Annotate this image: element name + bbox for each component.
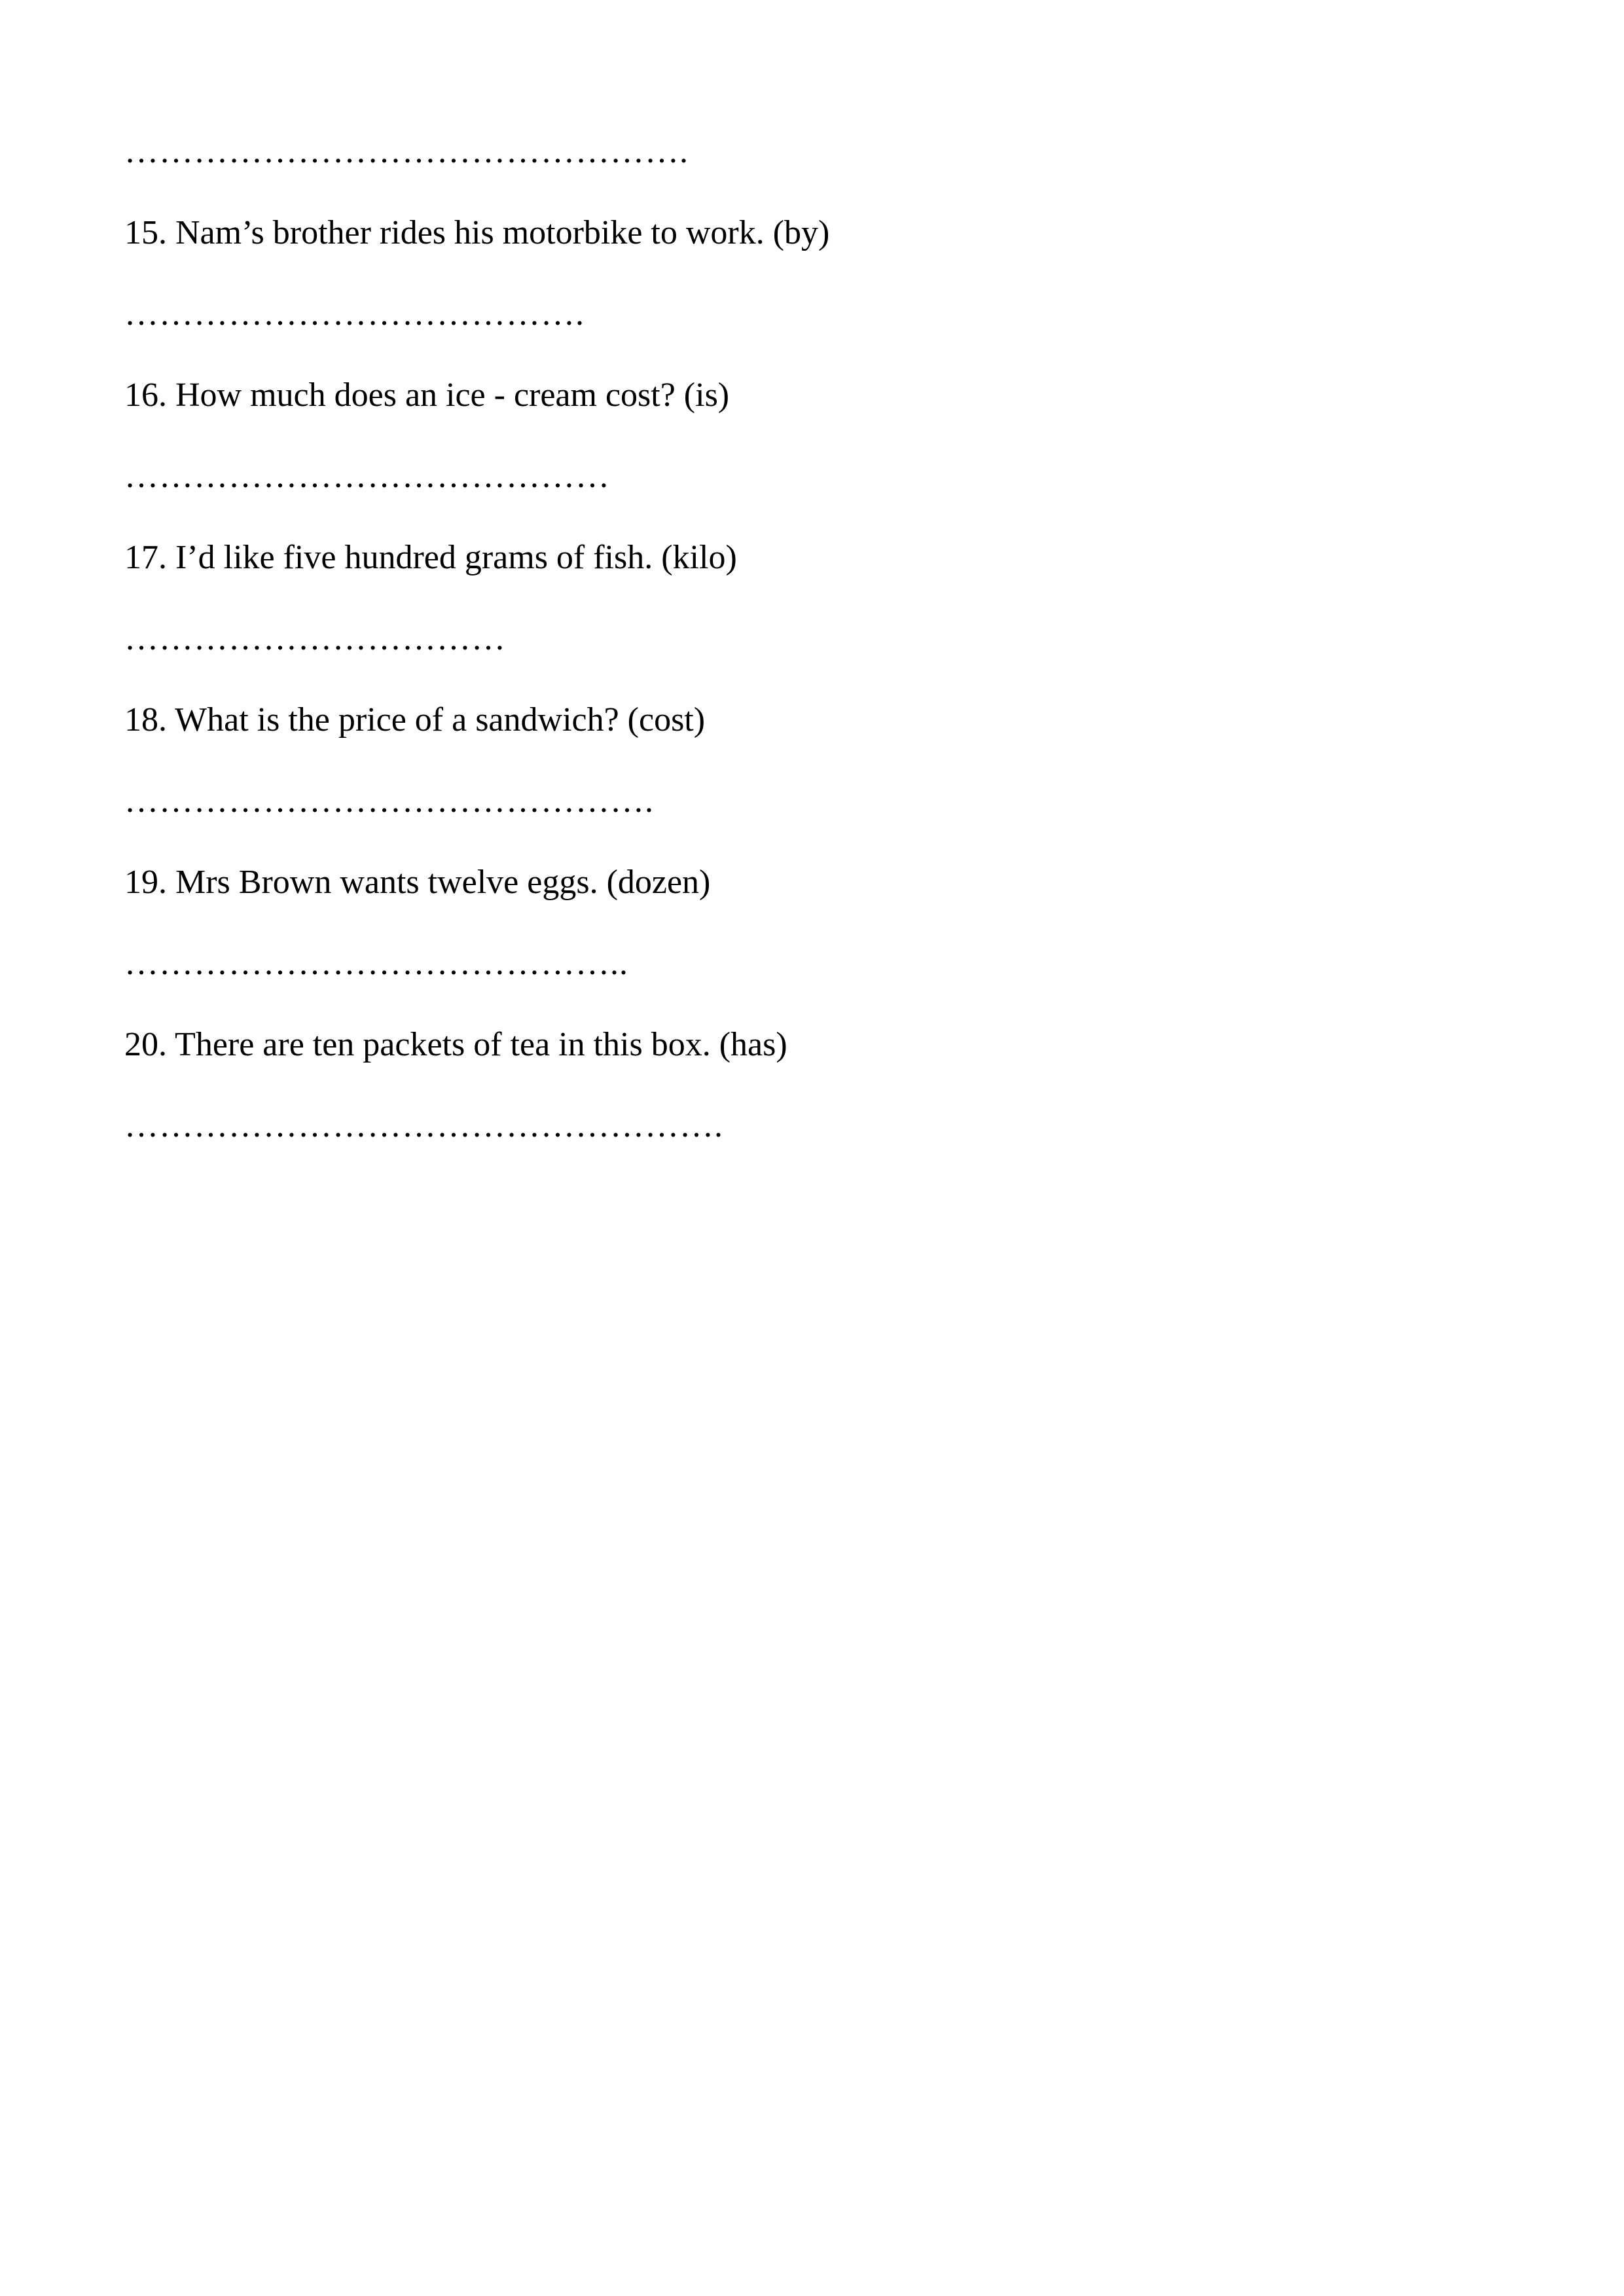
question-20: 20. There are ten packets of tea in this box. (has) <box>124 1026 787 1063</box>
answer-blank-19: …………………………………….. <box>124 945 628 982</box>
question-18: 18. What is the price of a sandwich? (cost) <box>124 701 706 738</box>
question-17: 17. I’d like five hundred grams of fish. (kilo) <box>124 539 737 576</box>
answer-blank-18: ………………………………………. <box>124 782 654 820</box>
answer-blank-16: …………………………………… <box>124 458 610 495</box>
answer-blank-15: …………………………………. <box>124 295 585 333</box>
exercise-list <box>124 131 1499 1186</box>
question-16: 16. How much does an ice - cream cost? (is) <box>124 376 730 414</box>
question-19: 19. Mrs Brown wants twelve eggs. (dozen) <box>124 864 711 901</box>
question-15: 15. Nam’s brother rides his motorbike to work. (by) <box>124 214 830 251</box>
answer-blank-14: …………………………………………. <box>124 133 689 170</box>
answer-blank-20: ……………………………………………. <box>124 1107 723 1144</box>
answer-blank-17: …………………………… <box>124 620 506 657</box>
